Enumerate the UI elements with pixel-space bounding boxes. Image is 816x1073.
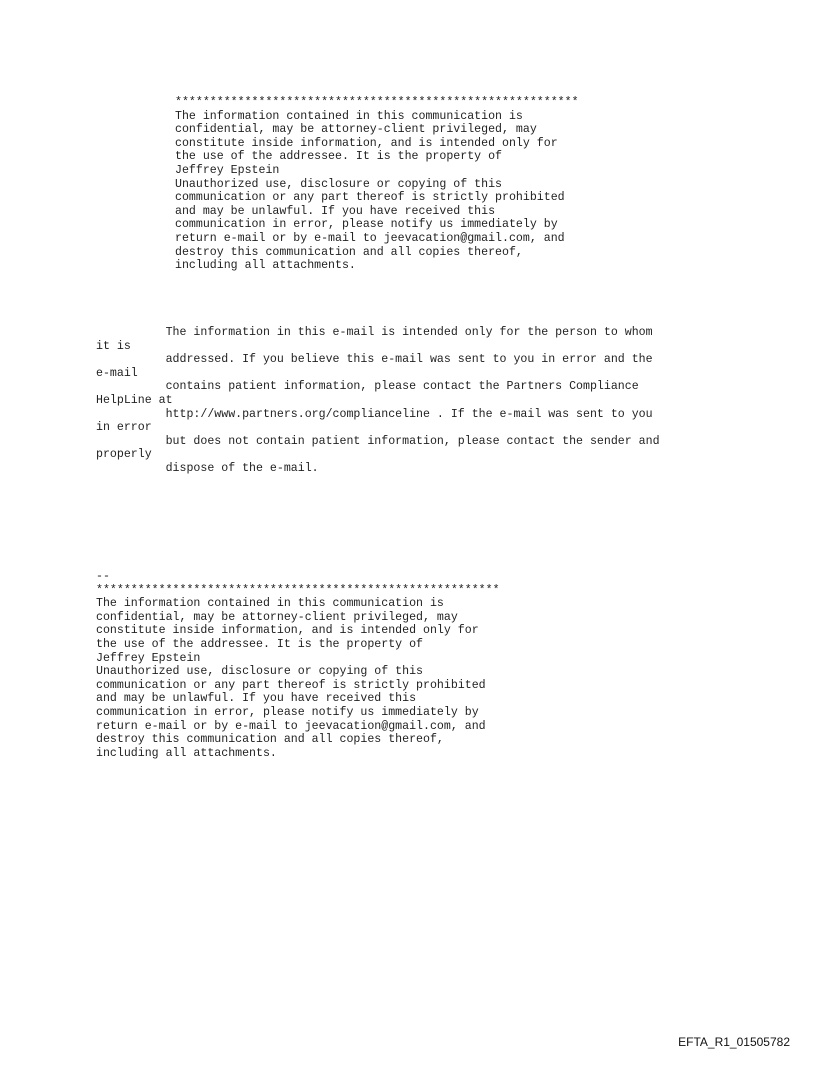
text-line: properly	[96, 448, 152, 462]
text-line: but does not contain patient information, please contact the sender and	[96, 434, 660, 448]
confidentiality-disclaimer	[96, 570, 500, 760]
text-line: in error	[96, 421, 152, 435]
text-line: return e-mail or by e-mail to jeevacation@gmail.com, and	[96, 719, 486, 733]
text-line: Unauthorized use, disclosure or copying of this	[175, 177, 502, 191]
text-line: **********************************************************	[175, 96, 579, 109]
document-id-footer: EFTA_R1_01505782	[678, 1035, 790, 1049]
text-line: The information in this e-mail is intended only for the person to whom	[96, 326, 653, 339]
text-line: constitute inside information, and is intended only for	[175, 136, 558, 150]
text-line: Jeffrey Epstein	[96, 651, 201, 665]
text-line: destroy this communication and all copies thereof,	[96, 733, 444, 747]
text-line: **********************************************************	[96, 583, 500, 597]
text-line: and may be unlawful. If you have received this	[175, 204, 496, 218]
text-line: and may be unlawful. If you have received this	[96, 692, 417, 706]
partners-compliance-notice	[96, 326, 660, 476]
text-line: including all attachments.	[96, 746, 277, 760]
text-line: Jeffrey Epstein	[175, 163, 280, 177]
text-line: Unauthorized use, disclosure or copying of this	[96, 665, 423, 679]
text-line: The information contained in this communication is	[96, 597, 444, 611]
text-line: return e-mail or by e-mail to jeevacation@gmail.com, and	[175, 231, 565, 245]
text-line: including all attachments.	[175, 259, 356, 273]
text-line: communication or any part thereof is strictly prohibited	[96, 678, 486, 692]
text-line: http://www.partners.org/complianceline . If the e-mail was sent to you	[96, 407, 653, 421]
text-line: addressed. If you believe this e-mail was sent to you in error and the	[96, 353, 653, 367]
text-line: e-mail	[96, 366, 138, 380]
confidentiality-disclaimer-indented	[175, 96, 579, 273]
text-line: --	[96, 570, 110, 583]
text-line: confidential, may be attorney-client privileged, may	[175, 123, 537, 137]
text-line: communication or any part thereof is strictly prohibited	[175, 191, 565, 205]
text-line: it is	[96, 339, 131, 353]
text-line: confidential, may be attorney-client privileged, may	[96, 610, 458, 624]
text-line: the use of the addressee. It is the property of	[175, 150, 502, 164]
text-line: HelpLine at	[96, 393, 173, 407]
text-line: communication in error, please notify us immediately by	[175, 218, 558, 232]
text-line: communication in error, please notify us immediately by	[96, 705, 479, 719]
text-line: contains patient information, please contact the Partners Compliance	[96, 380, 639, 394]
text-line: The information contained in this communication is	[175, 109, 523, 123]
text-line: the use of the addressee. It is the property of	[96, 637, 423, 651]
text-line: dispose of the e-mail.	[96, 461, 319, 475]
text-line: constitute inside information, and is intended only for	[96, 624, 479, 638]
text-line: destroy this communication and all copies thereof,	[175, 245, 523, 259]
